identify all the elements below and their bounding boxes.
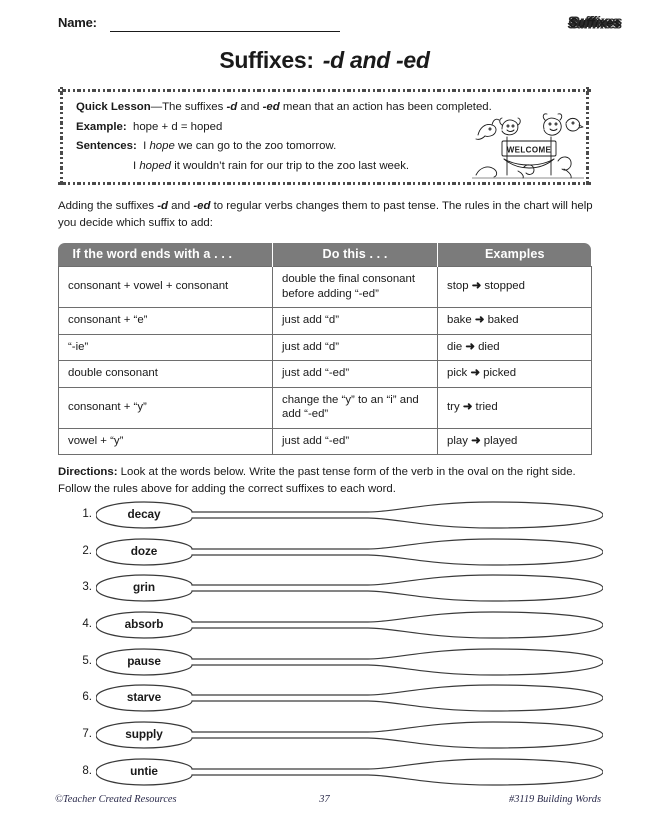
example-label: Example:: [76, 120, 127, 133]
footer-copyright: ©Teacher Created Resources: [55, 794, 177, 805]
quick-lesson-dash: —: [150, 101, 163, 113]
sentence-1-pre: I: [143, 140, 150, 152]
decorative-border-bottom: [58, 180, 591, 187]
quick-lesson-label: Quick Lesson: [76, 101, 151, 113]
arrow-icon: ➜: [471, 434, 481, 447]
problem-word: starve: [126, 690, 162, 705]
intro-part-a: Adding the suffixes: [58, 200, 158, 212]
conjunction-and: and: [237, 101, 263, 113]
rule-action: change the “y” to an “i” and add “-ed”: [273, 387, 438, 428]
directions-paragraph: [58, 464, 596, 497]
rule-example: [438, 428, 592, 455]
page-footer: [0, 794, 649, 810]
quick-lesson-text: [76, 98, 496, 176]
list-item: [58, 571, 603, 608]
intro-suffix-ed: -ed: [193, 200, 211, 212]
page-title-main: Suffixes:: [219, 47, 314, 73]
rule-action: just add “-ed”: [273, 361, 438, 388]
rule-action: just add “d”: [273, 334, 438, 361]
suffix-d-inline: -d: [226, 101, 238, 113]
example-base: stop: [447, 280, 469, 293]
problem-word: grin: [133, 580, 155, 595]
rule-condition: double consonant: [59, 361, 273, 388]
svg-text:WELCOME: WELCOME: [506, 145, 552, 155]
table-row: [59, 334, 592, 361]
rule-example: [438, 308, 592, 335]
example-text: hope + d = hoped: [133, 120, 223, 133]
sentence-line-1: [76, 137, 496, 157]
list-item: [58, 535, 603, 572]
footer-page-number: 37: [319, 794, 330, 805]
arrow-icon: ➜: [465, 340, 475, 353]
problem-number: 1.: [82, 507, 92, 520]
suffix-ed-inline: -ed: [262, 101, 280, 113]
footer-product-code: #3119 Building Words: [509, 794, 601, 805]
list-item: [58, 681, 603, 718]
sentence-1-verb: hope: [149, 140, 175, 152]
rule-example: [438, 361, 592, 388]
decorative-border-left: [58, 87, 65, 187]
rule-condition: “-ie”: [59, 334, 273, 361]
example-result: tried: [475, 400, 498, 413]
example-result: picked: [483, 367, 517, 379]
rule-action: just add “d”: [273, 308, 438, 335]
arrow-icon: ➜: [470, 367, 480, 379]
problem-word: decay: [127, 507, 161, 521]
rules-table: [58, 243, 592, 455]
rule-action: just add “-ed”: [273, 428, 438, 455]
intro-part-b: to regular verbs changes them to past tense. The rules in the chart will help you decide which suffix to add:: [58, 200, 593, 229]
problem-number: 7.: [82, 727, 92, 741]
example-result: baked: [487, 314, 519, 326]
list-item: [58, 498, 603, 535]
sentence-1-post: we can go to the zoo tomorrow.: [174, 140, 337, 152]
example-base: try: [447, 400, 460, 413]
rule-condition: consonant + vowel + consonant: [59, 267, 273, 308]
sentence-2-pre: I: [133, 159, 140, 172]
rule-condition: consonant + “e”: [59, 308, 273, 335]
sentence-2-post: it wouldn’t rain for our trip to the zoo last week.: [171, 159, 410, 172]
rule-example: [438, 387, 592, 428]
problem-word: absorb: [124, 617, 164, 632]
problem-word: doze: [130, 543, 158, 558]
page-title: [0, 47, 649, 74]
intro-suffix-d: -d: [157, 200, 168, 212]
table-row: [59, 308, 592, 335]
example-base: play: [447, 434, 468, 447]
problem-list: [58, 498, 603, 792]
table-row: [59, 428, 592, 455]
rules-header-examples: Examples: [438, 243, 592, 267]
sentence-line-2: [76, 157, 496, 177]
name-label: Name:: [58, 15, 97, 30]
list-item: [58, 608, 603, 645]
rule-example: [438, 267, 592, 308]
quick-lesson-intro-b: mean that an action has been completed.: [279, 101, 492, 113]
problem-word: pause: [127, 653, 161, 668]
arrow-icon: ➜: [462, 400, 473, 413]
problem-word: supply: [125, 727, 163, 742]
example-result: died: [478, 340, 500, 353]
page-title-suffixes: -d and -ed: [322, 47, 430, 73]
rule-condition: consonant + “y”: [59, 387, 273, 428]
example-result: stopped: [484, 280, 525, 293]
quick-lesson-box: [58, 87, 591, 187]
table-row: [59, 361, 592, 388]
problem-number: 4.: [82, 617, 92, 631]
page-header: [0, 0, 649, 40]
intro-paragraph: [58, 198, 596, 231]
name-write-in-line[interactable]: [110, 31, 340, 32]
example-result: played: [483, 434, 518, 447]
problem-number: 6.: [82, 690, 92, 704]
list-item: [58, 718, 603, 755]
zoo-welcome-illustration-icon: [472, 109, 584, 179]
example-line: [76, 118, 496, 138]
list-item: [58, 755, 603, 792]
arrow-icon: ➜: [471, 280, 482, 293]
rule-condition: vowel + “y”: [59, 428, 273, 455]
example-base: bake: [447, 314, 472, 326]
unit-badge: Suffixes: [569, 15, 621, 30]
problem-number: 8.: [82, 763, 92, 777]
quick-lesson-line-1: [76, 98, 496, 118]
sentence-2-verb: hoped: [139, 159, 172, 172]
rules-table-header-row: [59, 243, 592, 267]
rules-header-action: Do this . . .: [273, 243, 438, 267]
quick-lesson-intro-a: The suffixes: [162, 101, 227, 113]
rule-example: [438, 334, 592, 361]
intro-and: and: [167, 200, 194, 212]
problem-number: 2.: [82, 543, 92, 557]
rule-action: double the final consonant before adding “-ed”: [273, 267, 438, 308]
decorative-border-top: [58, 87, 591, 94]
decorative-border-right: [584, 87, 591, 187]
arrow-icon: ➜: [474, 314, 485, 326]
example-base: pick: [447, 367, 468, 379]
sentences-label: Sentences:: [76, 140, 137, 152]
problem-number: 3.: [82, 580, 92, 594]
problem-word: untie: [130, 763, 158, 778]
directions-label: Directions:: [58, 466, 118, 478]
list-item: [58, 645, 603, 682]
problem-number: 5.: [82, 653, 92, 667]
table-row: [59, 267, 592, 308]
rules-header-condition: If the word ends with a . . .: [72, 247, 233, 261]
directions-text: Look at the words below. Write the past tense form of the verb in the oval on the right side. Follow the rules above for adding the correct suffixes to each word.: [58, 466, 576, 495]
example-base: die: [447, 340, 463, 353]
table-row: [59, 387, 592, 428]
